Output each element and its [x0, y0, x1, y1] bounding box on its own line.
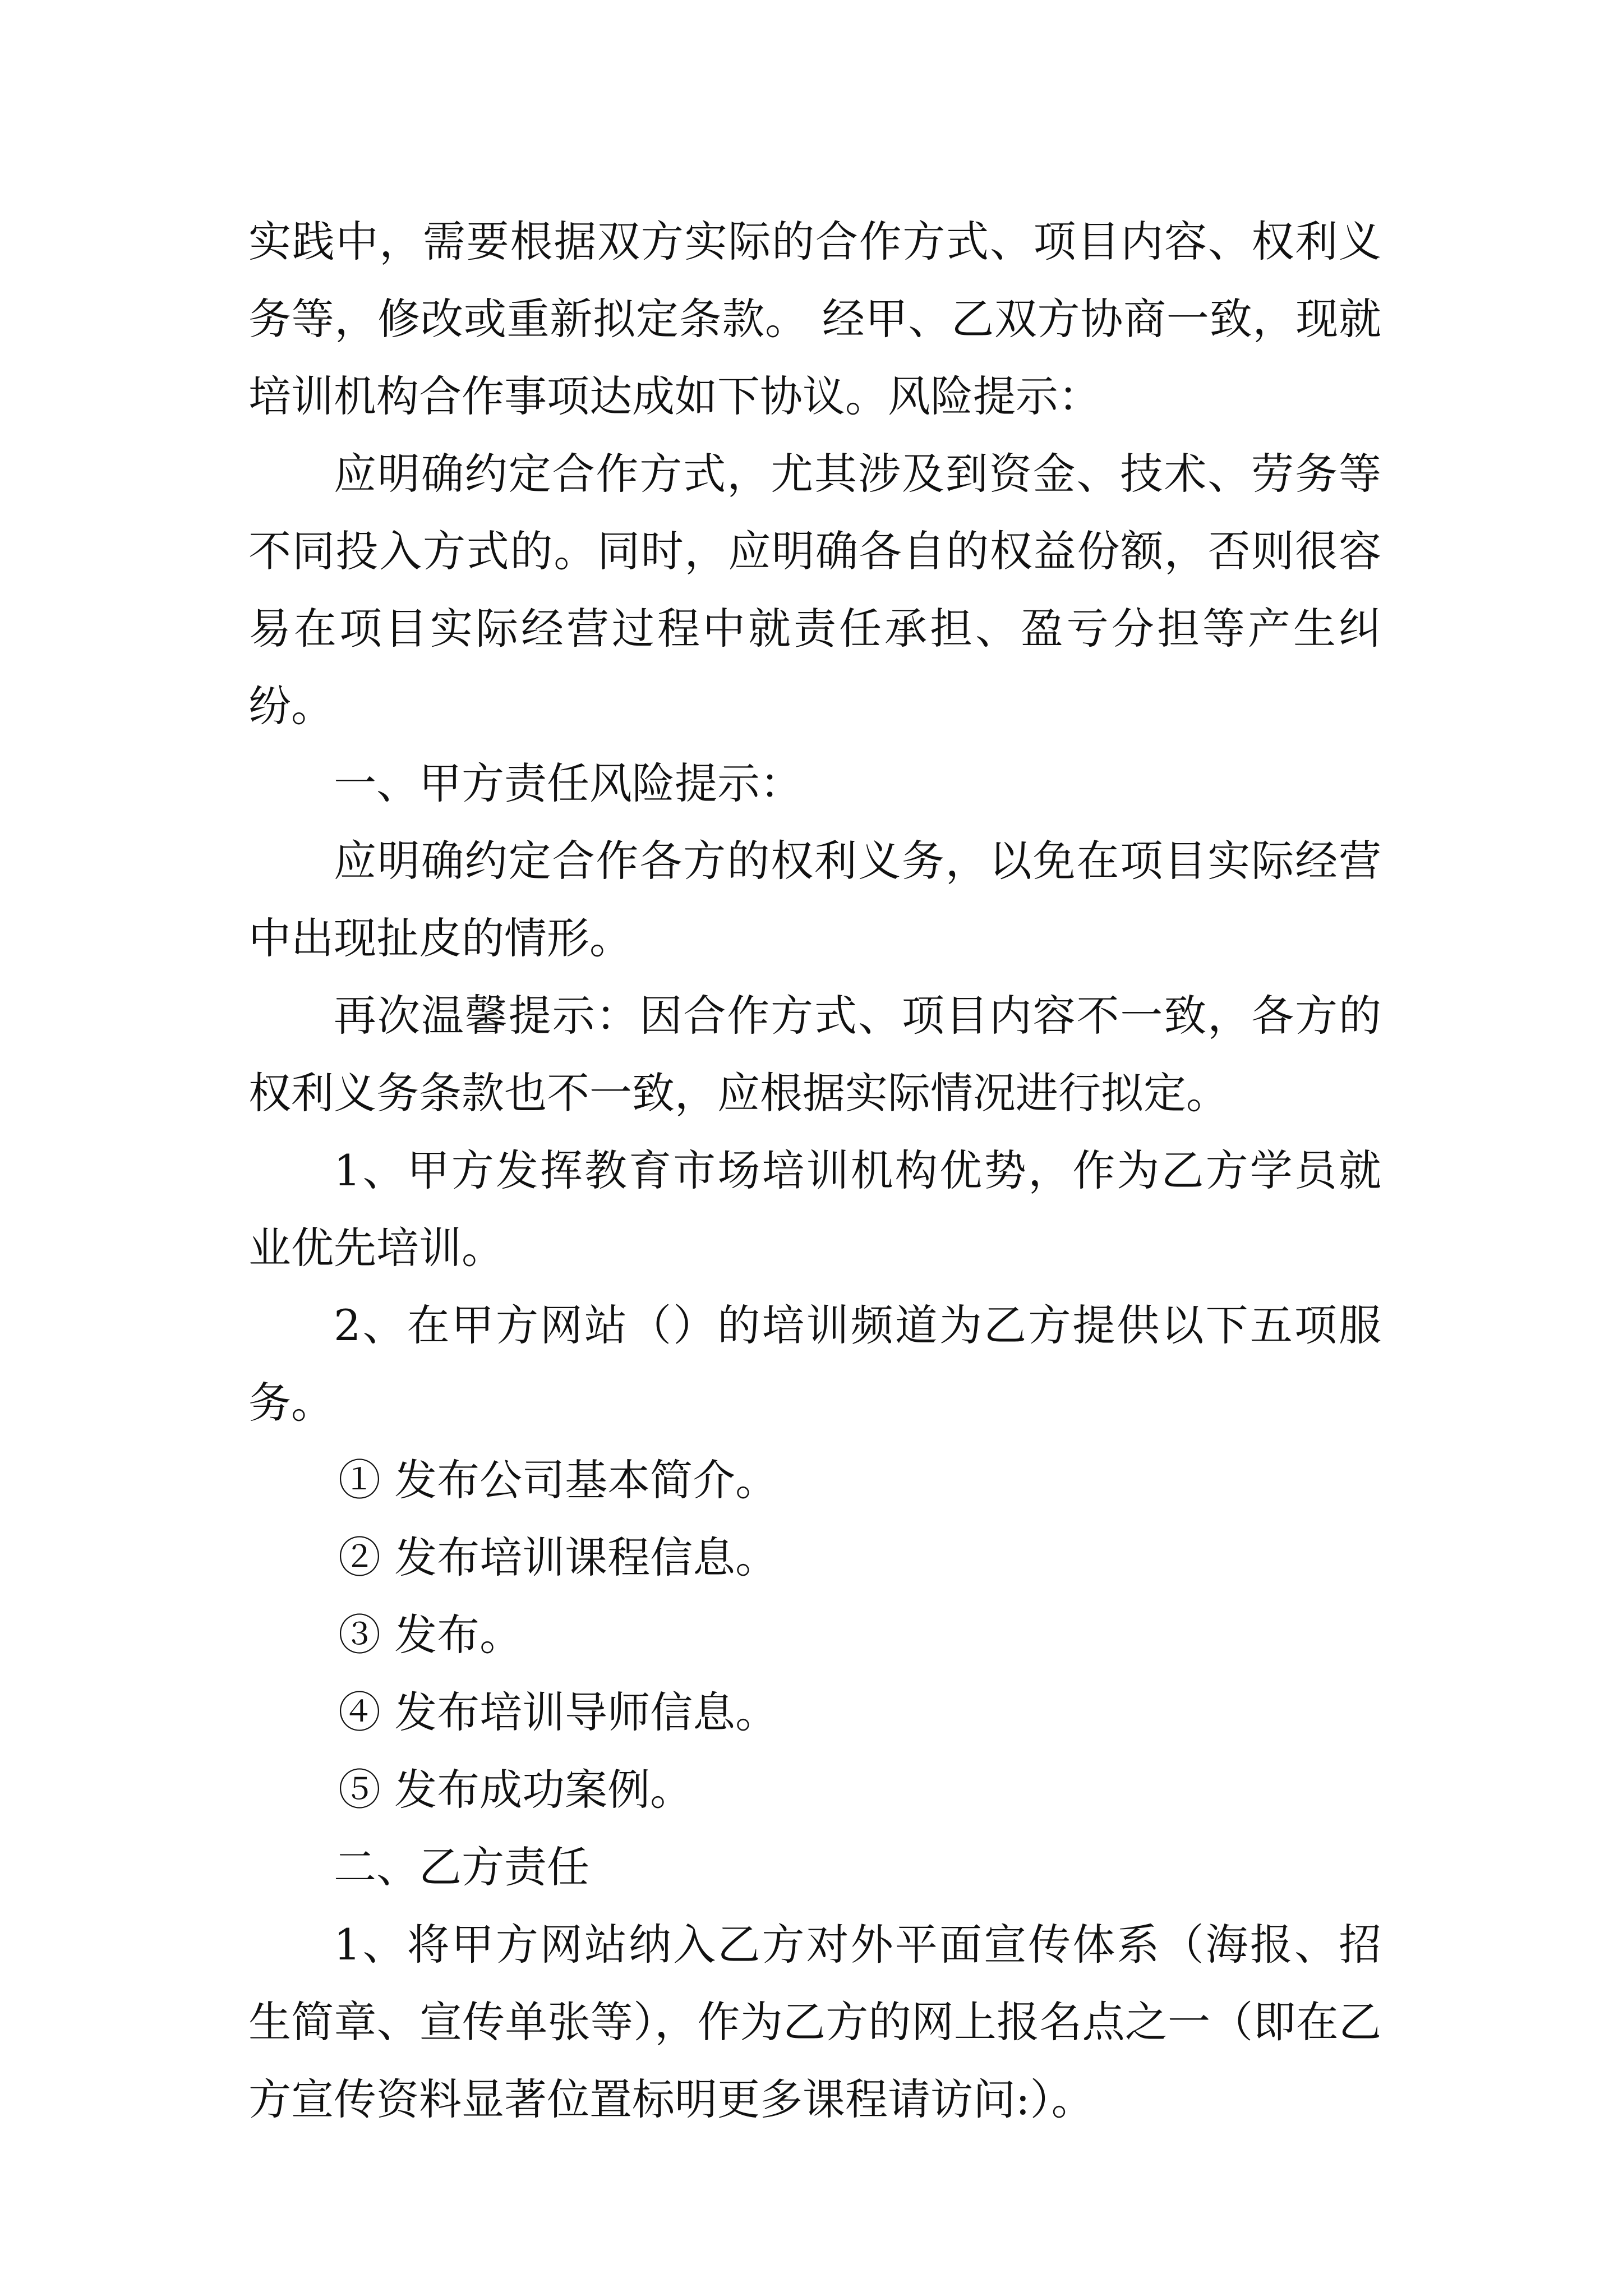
- list-item: ④ 发布培训导师信息。: [338, 1687, 778, 1737]
- paragraph-rights-obligations: 应明确约定合作各方的权利义务，以免在项目实际经营中出现扯皮的情形。: [248, 836, 1381, 963]
- clause-a-2: 2、在甲方网站（）的培训频道为乙方提供以下五项服务。: [248, 1300, 1381, 1428]
- paragraph-intro: 实践中，需要根据双方实际的合作方式、项目内容、权利义务等，修改或重新拟定条款。 经甲、乙双方协商一致，现就培训机构合作事项达成如下协议。风险提示：: [248, 217, 1381, 421]
- document-body: [248, 203, 1381, 2138]
- list-item: ① 发布公司基本简介。: [338, 1455, 778, 1505]
- list-item: ⑤ 发布成功案例。: [338, 1765, 693, 1815]
- section-heading-party-a: 一、甲方责任风险提示：: [334, 758, 803, 808]
- paragraph-risk-note: 应明确约定合作方式，尤其涉及到资金、技术、劳务等不同投入方式的。同时，应明确各自的权益份额，否则很容易在项目实际经营过程中就责任承担、盈亏分担等产生纠纷。: [248, 449, 1381, 731]
- section-heading-party-b: 二、乙方责任: [334, 1842, 589, 1892]
- clause-a-1: 1、甲方发挥教育市场培训机构优势，作为乙方学员就业优先培训。: [248, 1145, 1381, 1273]
- clause-b-1: 1、将甲方网站纳入乙方对外平面宣传体系（海报、招生简章、宣传单张等），作为乙方的网上报名点之一（即在乙方宣传资料显著位置标明更多课程请访问:）。: [248, 1920, 1381, 2124]
- list-item: ③ 发布。: [338, 1610, 523, 1660]
- paragraph-reminder: 再次温馨提示：因合作方式、项目内容不一致，各方的权利义务条款也不一致，应根据实际情况进行拟定。: [248, 991, 1381, 1118]
- list-item: ② 发布培训课程信息。: [338, 1533, 778, 1582]
